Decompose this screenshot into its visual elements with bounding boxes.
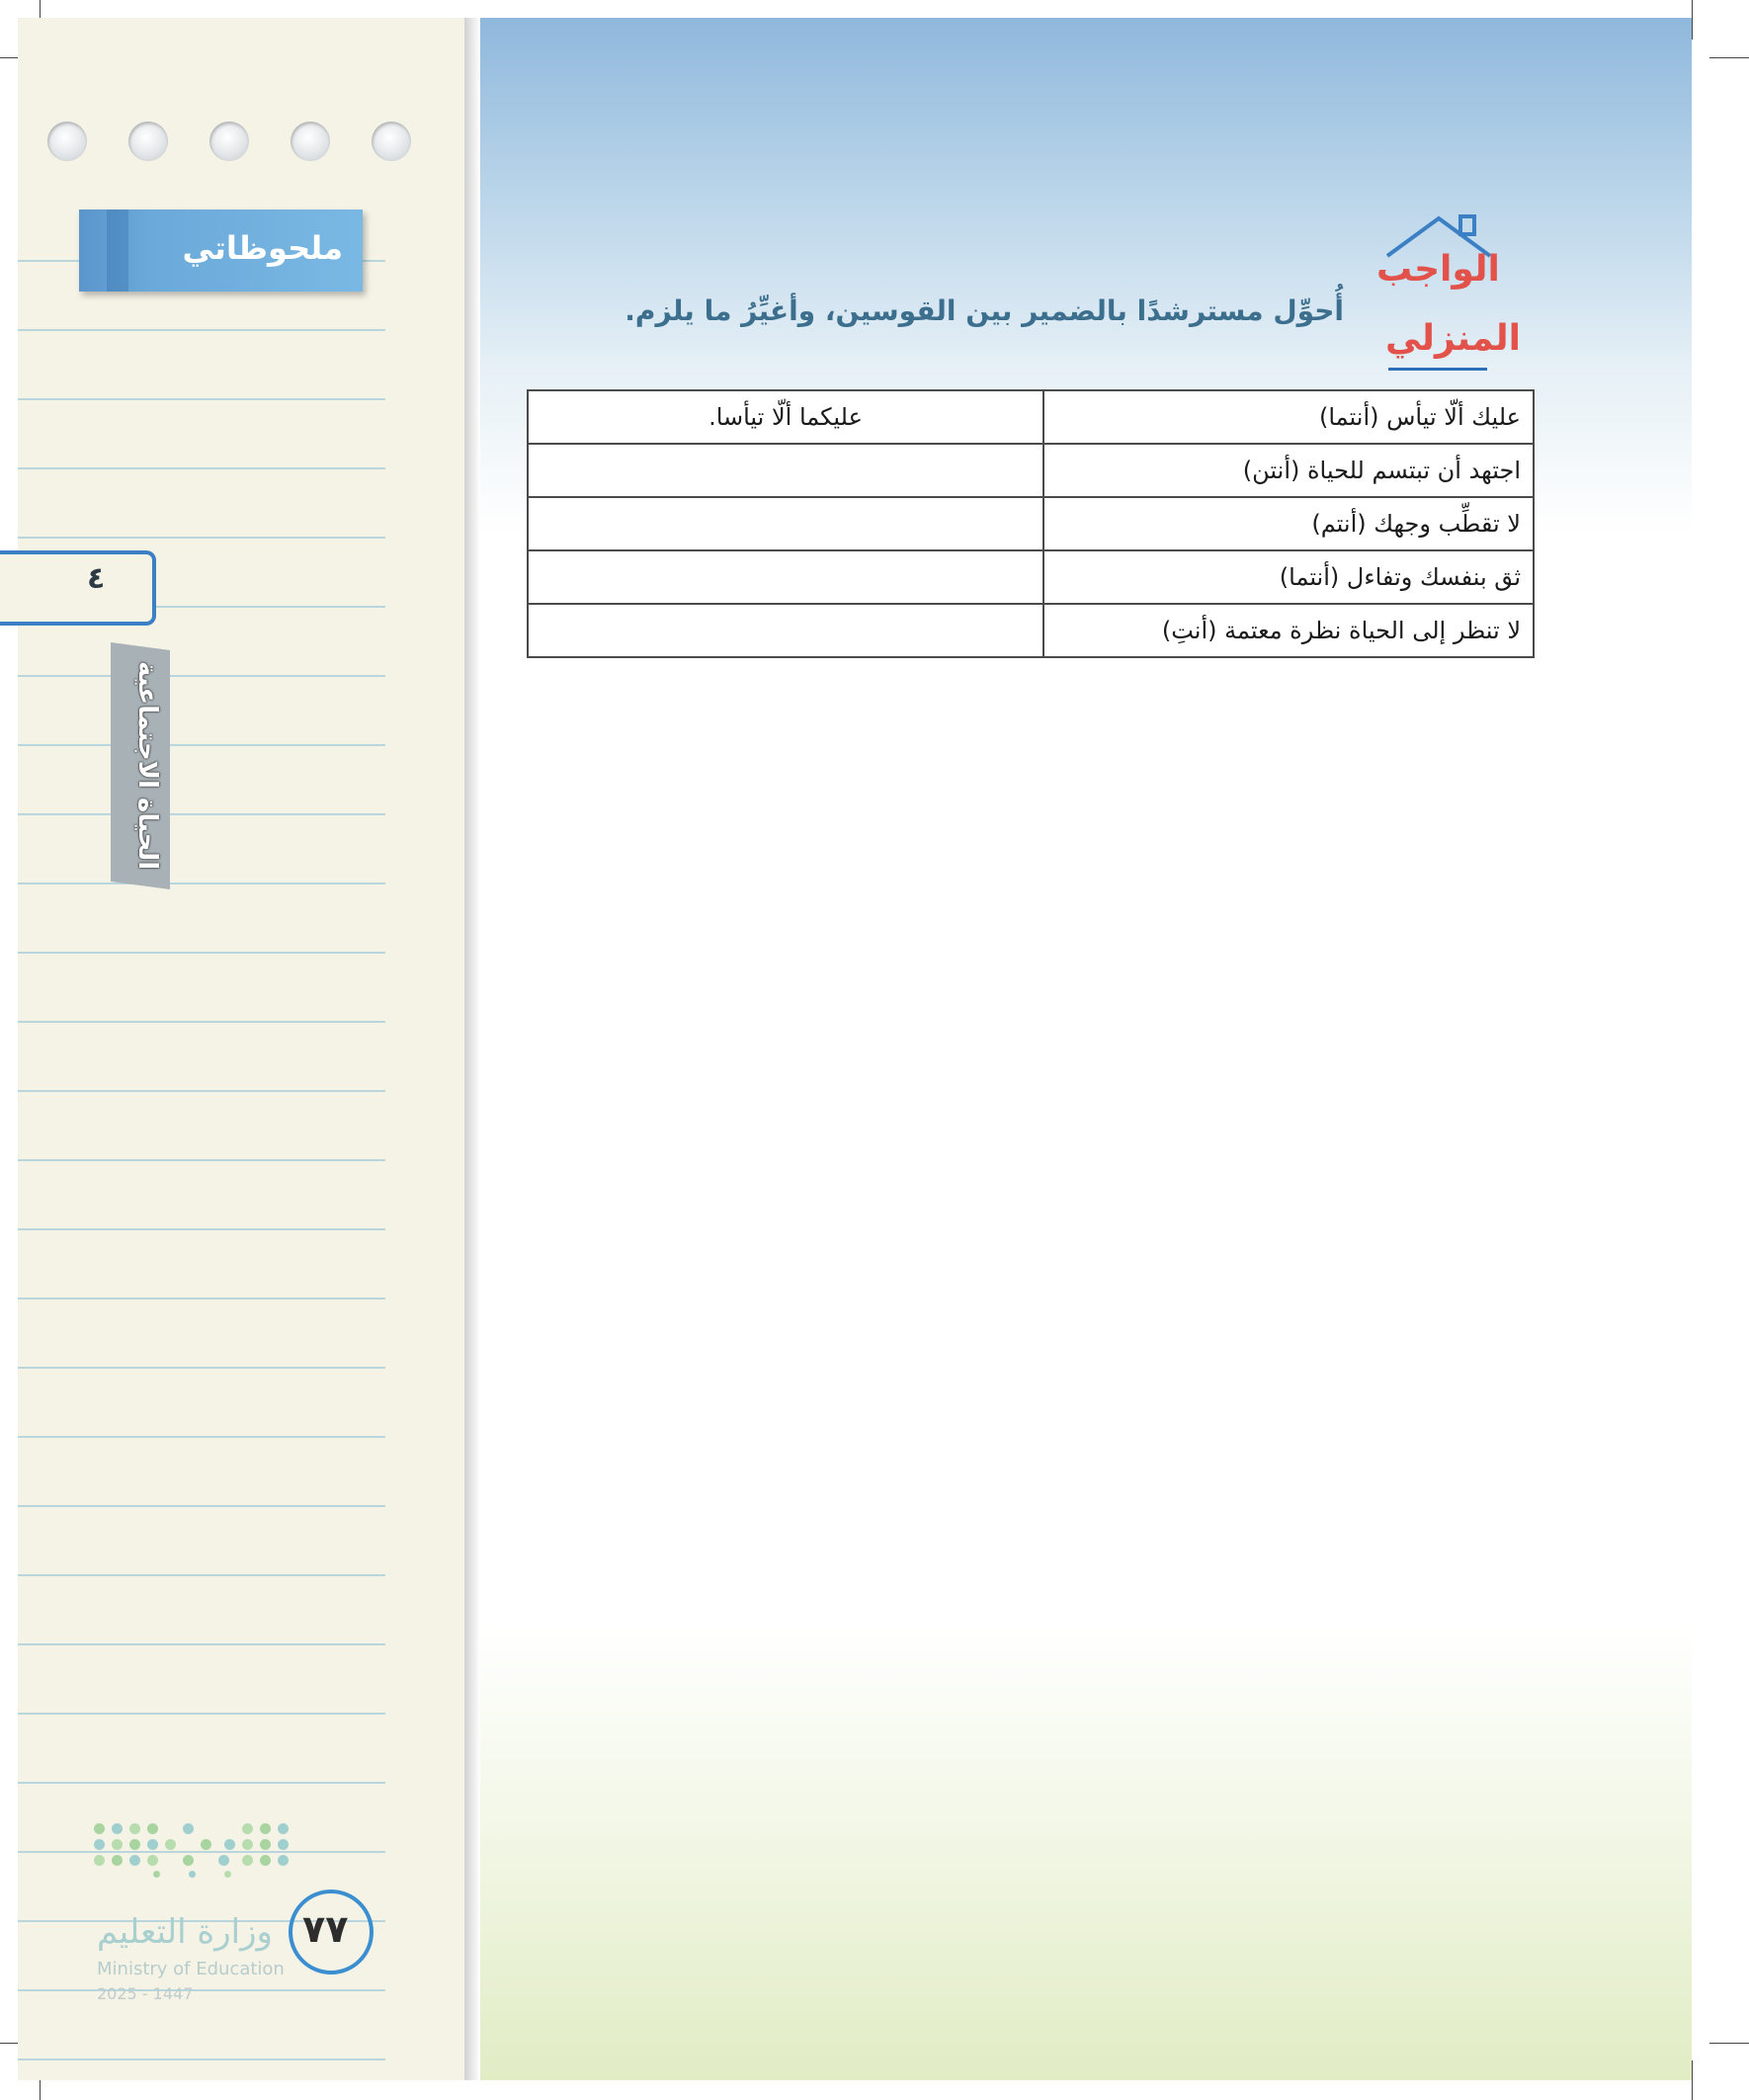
logo-dot — [112, 1823, 123, 1834]
logo-dot — [129, 1823, 140, 1834]
ruled-line — [18, 1021, 385, 1023]
logo-dot — [278, 1839, 289, 1850]
table-row — [528, 604, 1534, 657]
ministry-name-english: Ministry of Education — [97, 1959, 285, 1979]
crop-mark — [1692, 2060, 1693, 2100]
prompt-cell: عليك ألّا تيأس (أنتما) — [1043, 390, 1534, 444]
sidebar-shadow — [464, 18, 480, 2080]
ruled-line — [18, 813, 385, 815]
notes-sidebar — [18, 18, 464, 2080]
logo-dot — [260, 1839, 271, 1850]
notes-label: ملحوظاتي — [182, 229, 343, 267]
logo-dot — [242, 1839, 253, 1850]
logo-dot — [147, 1823, 158, 1834]
logo-dot — [183, 1823, 194, 1834]
binder-hole — [372, 122, 411, 161]
binder-hole — [47, 122, 87, 161]
logo-dot — [94, 1823, 105, 1834]
unit-number: ٤ — [87, 561, 106, 596]
table-row — [528, 497, 1534, 550]
logo-dot — [278, 1855, 289, 1866]
answer-cell[interactable]: عليكما ألّا تيأسا. — [528, 390, 1043, 444]
answer-cell[interactable] — [528, 550, 1043, 604]
logo-dot — [224, 1871, 231, 1878]
ruled-line — [18, 882, 385, 884]
logo-dot — [129, 1839, 140, 1850]
logo-dot — [112, 1839, 123, 1850]
ruled-line — [18, 952, 385, 954]
binder-hole — [209, 122, 249, 161]
prompt-cell: اجتهد أن تبتسم للحياة (أنتن) — [1043, 444, 1534, 497]
ruled-line — [18, 1643, 385, 1645]
logo-dot — [218, 1855, 229, 1866]
ruled-line — [18, 1090, 385, 1092]
ruled-line — [18, 1436, 385, 1438]
logo-dot — [260, 1823, 271, 1834]
page-number: ٧٧ — [302, 1907, 349, 1951]
logo-dot — [112, 1855, 123, 1866]
homework-badge-line2: المنزلي — [1385, 318, 1522, 359]
ruled-line — [18, 537, 385, 539]
crop-mark — [1709, 2043, 1749, 2044]
unit-number-box — [0, 550, 156, 626]
logo-dot — [242, 1855, 253, 1866]
ruled-line — [18, 1505, 385, 1507]
ruled-line — [18, 1713, 385, 1715]
binder-hole — [128, 122, 168, 161]
ruled-line — [18, 1367, 385, 1369]
ruled-line — [18, 1851, 385, 1853]
logo-dot — [201, 1839, 211, 1850]
ruled-line — [18, 1298, 385, 1300]
binder-hole — [291, 122, 330, 161]
crop-mark — [1692, 0, 1693, 40]
logo-dot — [153, 1871, 160, 1878]
exercise-table — [527, 389, 1535, 658]
answer-cell[interactable] — [528, 444, 1043, 497]
ruled-line — [18, 1574, 385, 1576]
logo-dot — [147, 1839, 158, 1850]
logo-dot — [260, 1855, 271, 1866]
homework-badge-underline — [1388, 368, 1487, 371]
ruled-line — [18, 2058, 385, 2060]
ruled-line — [18, 1782, 385, 1784]
edition-year: 2025 - 1447 — [97, 1984, 194, 2003]
prompt-cell: لا تقطِّب وجهك (أنتم) — [1043, 497, 1534, 550]
logo-dot — [224, 1839, 235, 1850]
logo-dot — [129, 1855, 140, 1866]
ruled-line — [18, 1989, 385, 1991]
ruled-line — [18, 398, 385, 400]
logo-dot — [94, 1855, 105, 1866]
table-row — [528, 550, 1534, 604]
exercise-instruction: أُحوِّل مسترشدًا بالضمير بين القوسين، وأغيِّرُ ما يلزم. — [625, 294, 1344, 327]
prompt-cell: لا تنظر إلى الحياة نظرة معتمة (أنتِ) — [1043, 604, 1534, 657]
logo-dot — [94, 1839, 105, 1850]
answer-cell[interactable] — [528, 604, 1043, 657]
table-row — [528, 390, 1534, 444]
logo-dot — [242, 1823, 253, 1834]
logo-dot — [183, 1855, 194, 1866]
ruled-line — [18, 744, 385, 746]
ruled-line — [18, 1159, 385, 1161]
answer-cell[interactable] — [528, 497, 1043, 550]
logo-dot — [147, 1855, 158, 1866]
logo-dot — [278, 1823, 289, 1834]
prompt-cell: ثق بنفسك وتفاءل (أنتما) — [1043, 550, 1534, 604]
ruled-line — [18, 329, 385, 331]
crop-mark — [1709, 57, 1749, 58]
notes-banner — [79, 210, 363, 292]
logo-dot — [189, 1871, 196, 1878]
ruled-line — [18, 1228, 385, 1230]
table-row — [528, 444, 1534, 497]
ministry-name-arabic: وزارة التعليم — [97, 1912, 273, 1952]
homework-badge-line1: الواجب — [1376, 249, 1500, 290]
ruled-line — [18, 675, 385, 677]
unit-title: الحياة الاجتماعية — [132, 661, 162, 871]
ruled-line — [18, 467, 385, 469]
logo-dot — [165, 1839, 176, 1850]
banner-stripe — [107, 210, 128, 292]
